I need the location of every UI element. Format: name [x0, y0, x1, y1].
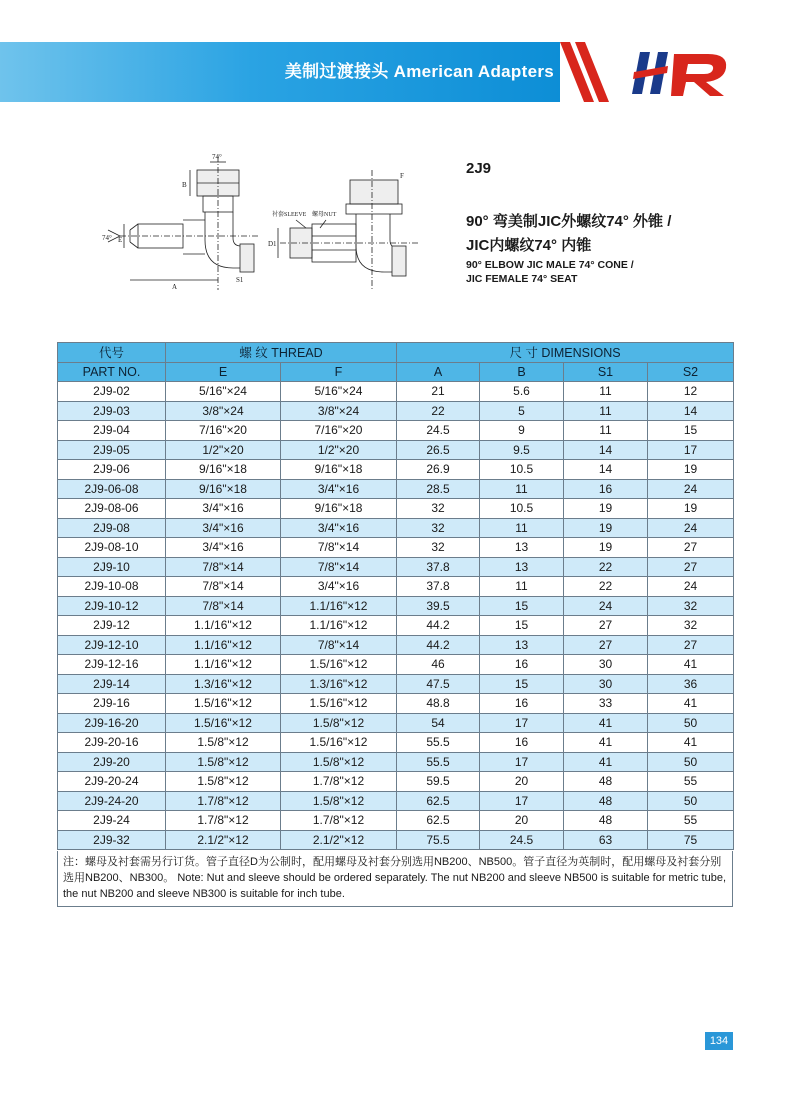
- cell-a: 55.5: [397, 733, 480, 753]
- cell-a: 44.2: [397, 616, 480, 636]
- cell-e: 7/16"×20: [166, 421, 281, 441]
- cell-e: 1.1/16"×12: [166, 635, 281, 655]
- cell-s1: 63: [564, 830, 648, 850]
- spec-table-body: [58, 382, 734, 850]
- cell-f: 1/2"×20: [281, 440, 397, 460]
- cell-s1: 48: [564, 791, 648, 811]
- cell-part-no: 2J9-24-20: [58, 791, 166, 811]
- cell-e: 1.5/16"×12: [166, 713, 281, 733]
- table-row: [58, 538, 734, 558]
- cell-s1: 41: [564, 713, 648, 733]
- header-part-no: PART NO.: [58, 362, 166, 382]
- cell-s2: 27: [648, 557, 734, 577]
- sleeve-label: 衬套SLEEVE: [272, 212, 307, 218]
- cell-s2: 75: [648, 830, 734, 850]
- cell-f: 5/16"×24: [281, 382, 397, 402]
- page-title: 美制过渡接头 American Adapters: [284, 62, 554, 81]
- header-col-s1: S1: [564, 362, 648, 382]
- cell-b: 15: [480, 674, 564, 694]
- cell-s2: 50: [648, 713, 734, 733]
- cell-s1: 11: [564, 382, 648, 402]
- table-row: [58, 596, 734, 616]
- cell-e: 9/16"×18: [166, 479, 281, 499]
- cell-e: 7/8"×14: [166, 557, 281, 577]
- cell-f: 1.5/8"×12: [281, 713, 397, 733]
- cell-a: 59.5: [397, 772, 480, 792]
- cell-a: 32: [397, 518, 480, 538]
- dim-angle-left-label: 74°: [102, 234, 112, 242]
- product-title-en-line2: JIC FEMALE 74° SEAT: [466, 273, 578, 285]
- cell-f: 1.5/16"×12: [281, 655, 397, 675]
- cell-e: 9/16"×18: [166, 460, 281, 480]
- cell-s2: 50: [648, 791, 734, 811]
- cell-e: 1.1/16"×12: [166, 616, 281, 636]
- cell-a: 37.8: [397, 577, 480, 597]
- cell-a: 54: [397, 713, 480, 733]
- table-row: [58, 830, 734, 850]
- cell-s1: 48: [564, 772, 648, 792]
- cell-b: 10.5: [480, 460, 564, 480]
- cell-s1: 19: [564, 538, 648, 558]
- cell-part-no: 2J9-32: [58, 830, 166, 850]
- cell-part-no: 2J9-03: [58, 401, 166, 421]
- table-row: [58, 460, 734, 480]
- cell-f: 3/4"×16: [281, 518, 397, 538]
- cell-b: 13: [480, 538, 564, 558]
- cell-f: 1.5/8"×12: [281, 791, 397, 811]
- cell-s2: 32: [648, 616, 734, 636]
- cell-b: 17: [480, 752, 564, 772]
- cell-part-no: 2J9-12-16: [58, 655, 166, 675]
- cell-part-no: 2J9-20-24: [58, 772, 166, 792]
- cell-f: 7/8"×14: [281, 538, 397, 558]
- cell-part-no: 2J9-16-20: [58, 713, 166, 733]
- cell-b: 13: [480, 557, 564, 577]
- cell-f: 3/4"×16: [281, 577, 397, 597]
- product-title-en-line1: 90° ELBOW JIC MALE 74° CONE /: [466, 259, 634, 271]
- cell-part-no: 2J9-20-16: [58, 733, 166, 753]
- product-title-cn: [466, 210, 786, 258]
- cell-s1: 22: [564, 577, 648, 597]
- cell-b: 24.5: [480, 830, 564, 850]
- cell-b: 20: [480, 772, 564, 792]
- cell-s2: 19: [648, 460, 734, 480]
- cell-f: 3/8"×24: [281, 401, 397, 421]
- cell-f: 2.1/2"×12: [281, 830, 397, 850]
- header-code-cn: 代号: [58, 343, 166, 363]
- cell-part-no: 2J9-20: [58, 752, 166, 772]
- table-row: [58, 499, 734, 519]
- table-row: [58, 694, 734, 714]
- cell-part-no: 2J9-12-10: [58, 635, 166, 655]
- cell-e: 2.1/2"×12: [166, 830, 281, 850]
- cell-s2: 32: [648, 596, 734, 616]
- cell-part-no: 2J9-08-10: [58, 538, 166, 558]
- cell-b: 20: [480, 811, 564, 831]
- cell-a: 47.5: [397, 674, 480, 694]
- cell-e: 1.3/16"×12: [166, 674, 281, 694]
- product-title-en: [466, 258, 786, 286]
- cell-e: 1.5/8"×12: [166, 733, 281, 753]
- cell-a: 32: [397, 538, 480, 558]
- cell-part-no: 2J9-08-06: [58, 499, 166, 519]
- cell-s1: 11: [564, 401, 648, 421]
- cell-b: 16: [480, 694, 564, 714]
- cell-s1: 22: [564, 557, 648, 577]
- cell-s2: 24: [648, 479, 734, 499]
- cell-s2: 50: [648, 752, 734, 772]
- cell-part-no: 2J9-10: [58, 557, 166, 577]
- cell-f: 7/16"×20: [281, 421, 397, 441]
- cell-b: 9: [480, 421, 564, 441]
- cell-e: 7/8"×14: [166, 577, 281, 597]
- brand-logo: [628, 42, 738, 102]
- table-row: [58, 401, 734, 421]
- cell-e: 1.7/8"×12: [166, 811, 281, 831]
- cell-part-no: 2J9-04: [58, 421, 166, 441]
- cell-s2: 17: [648, 440, 734, 460]
- cell-b: 16: [480, 733, 564, 753]
- cell-part-no: 2J9-08: [58, 518, 166, 538]
- cell-f: 1.1/16"×12: [281, 596, 397, 616]
- header-thread: 螺 纹 THREAD: [166, 343, 397, 363]
- cell-a: 46: [397, 655, 480, 675]
- cell-e: 3/4"×16: [166, 499, 281, 519]
- cell-part-no: 2J9-16: [58, 694, 166, 714]
- cell-a: 32: [397, 499, 480, 519]
- product-title-cn-line1: 90° 弯美制JIC外螺纹74° 外锥 /: [466, 213, 672, 230]
- table-row: [58, 811, 734, 831]
- cell-e: 1.5/16"×12: [166, 694, 281, 714]
- cell-s2: 14: [648, 401, 734, 421]
- cell-e: 1.5/8"×12: [166, 772, 281, 792]
- cell-f: 1.5/8"×12: [281, 752, 397, 772]
- cell-a: 75.5: [397, 830, 480, 850]
- table-row: [58, 791, 734, 811]
- banner-stripes: [560, 42, 610, 102]
- header-col-s2: S2: [648, 362, 734, 382]
- cell-f: 7/8"×14: [281, 557, 397, 577]
- cell-s2: 27: [648, 538, 734, 558]
- cell-a: 26.5: [397, 440, 480, 460]
- dim-a-label: A: [172, 283, 178, 291]
- cell-a: 26.9: [397, 460, 480, 480]
- dim-b-label: B: [182, 181, 187, 189]
- cell-s1: 27: [564, 635, 648, 655]
- cell-a: 21: [397, 382, 480, 402]
- cell-f: 9/16"×18: [281, 460, 397, 480]
- cell-s1: 19: [564, 499, 648, 519]
- cell-s1: 14: [564, 440, 648, 460]
- cell-s2: 27: [648, 635, 734, 655]
- cell-s2: 19: [648, 499, 734, 519]
- page-number: 134: [705, 1032, 733, 1050]
- product-code: 2J9: [466, 160, 492, 177]
- cell-a: 62.5: [397, 811, 480, 831]
- cell-b: 11: [480, 577, 564, 597]
- cell-f: 1.7/8"×12: [281, 811, 397, 831]
- cell-f: 1.3/16"×12: [281, 674, 397, 694]
- table-row: [58, 421, 734, 441]
- cell-e: 1.1/16"×12: [166, 655, 281, 675]
- cell-e: 1/2"×20: [166, 440, 281, 460]
- cell-s1: 11: [564, 421, 648, 441]
- cell-b: 17: [480, 791, 564, 811]
- cell-s1: 33: [564, 694, 648, 714]
- cell-part-no: 2J9-24: [58, 811, 166, 831]
- cell-f: 9/16"×18: [281, 499, 397, 519]
- cell-s1: 30: [564, 674, 648, 694]
- cell-a: 22: [397, 401, 480, 421]
- header-col-a: A: [397, 362, 480, 382]
- cell-s2: 15: [648, 421, 734, 441]
- cell-f: 1.1/16"×12: [281, 616, 397, 636]
- cell-b: 11: [480, 518, 564, 538]
- cell-part-no: 2J9-12: [58, 616, 166, 636]
- cell-b: 15: [480, 596, 564, 616]
- cell-f: 3/4"×16: [281, 479, 397, 499]
- table-row: [58, 655, 734, 675]
- table-row: [58, 518, 734, 538]
- table-row: [58, 616, 734, 636]
- cell-b: 5.6: [480, 382, 564, 402]
- cell-b: 10.5: [480, 499, 564, 519]
- elbow-female-drawing: [268, 170, 420, 290]
- table-row: [58, 733, 734, 753]
- cell-s2: 55: [648, 772, 734, 792]
- table-note: 注：螺母及衬套需另行订货。管子直径D为公制时，配用螺母及衬套分别选用NB200、NB500。管子直径为英制时，配用螺母及衬套分别选用NB200、NB300。 Note: Nut and sleeve should be ordered separately. The nut NB200 and sleeve NB500 is suitable for metric tube, the nut NB200 and sleeve NB300 is suitable for inch tube.: [57, 851, 733, 907]
- cell-part-no: 2J9-14: [58, 674, 166, 694]
- cell-a: 28.5: [397, 479, 480, 499]
- cell-part-no: 2J9-10-12: [58, 596, 166, 616]
- cell-s1: 14: [564, 460, 648, 480]
- cell-b: 15: [480, 616, 564, 636]
- cell-b: 17: [480, 713, 564, 733]
- cell-a: 62.5: [397, 791, 480, 811]
- cell-s1: 16: [564, 479, 648, 499]
- cell-s2: 24: [648, 518, 734, 538]
- cell-s1: 30: [564, 655, 648, 675]
- cell-b: 16: [480, 655, 564, 675]
- header-banner: [0, 42, 800, 102]
- table-row: [58, 752, 734, 772]
- cell-f: 1.5/16"×12: [281, 694, 397, 714]
- table-row: [58, 674, 734, 694]
- table-row: [58, 635, 734, 655]
- dim-e-label: E: [118, 236, 123, 244]
- table-row: [58, 479, 734, 499]
- dim-angle-top-label: 74°: [212, 153, 222, 161]
- cell-f: 1.7/8"×12: [281, 772, 397, 792]
- cell-a: 37.8: [397, 557, 480, 577]
- cell-s1: 19: [564, 518, 648, 538]
- cell-s2: 41: [648, 733, 734, 753]
- cell-e: 3/4"×16: [166, 518, 281, 538]
- cell-b: 11: [480, 479, 564, 499]
- cell-s2: 41: [648, 694, 734, 714]
- cell-s2: 41: [648, 655, 734, 675]
- cell-e: 3/8"×24: [166, 401, 281, 421]
- cell-e: 7/8"×14: [166, 596, 281, 616]
- table-row: [58, 382, 734, 402]
- cell-e: 5/16"×24: [166, 382, 281, 402]
- cell-part-no: 2J9-05: [58, 440, 166, 460]
- cell-s2: 12: [648, 382, 734, 402]
- cell-a: 48.8: [397, 694, 480, 714]
- cell-b: 9.5: [480, 440, 564, 460]
- table-row: [58, 577, 734, 597]
- cell-s2: 36: [648, 674, 734, 694]
- cell-a: 44.2: [397, 635, 480, 655]
- cell-s1: 24: [564, 596, 648, 616]
- table-row: [58, 440, 734, 460]
- cell-b: 13: [480, 635, 564, 655]
- dim-d1-label: D1: [268, 240, 277, 248]
- header-col-e: E: [166, 362, 281, 382]
- cell-s1: 41: [564, 752, 648, 772]
- table-row: [58, 772, 734, 792]
- table-row: [58, 557, 734, 577]
- header-dimensions: 尺 寸 DIMENSIONS: [397, 343, 734, 363]
- cell-f: 7/8"×14: [281, 635, 397, 655]
- dim-s1-label: S1: [236, 276, 244, 284]
- cell-b: 5: [480, 401, 564, 421]
- cell-s1: 41: [564, 733, 648, 753]
- cell-s1: 48: [564, 811, 648, 831]
- fitting-drawing: [100, 150, 430, 295]
- dim-f-label: F: [400, 172, 404, 180]
- table-row: [58, 713, 734, 733]
- cell-s2: 24: [648, 577, 734, 597]
- cell-a: 39.5: [397, 596, 480, 616]
- elbow-male-drawing: [102, 153, 260, 291]
- nut-label: 螺母NUT: [312, 212, 337, 218]
- header-col-f: F: [281, 362, 397, 382]
- spec-table: [57, 342, 734, 850]
- header-col-b: B: [480, 362, 564, 382]
- cell-part-no: 2J9-06: [58, 460, 166, 480]
- cell-part-no: 2J9-10-08: [58, 577, 166, 597]
- cell-f: 1.5/16"×12: [281, 733, 397, 753]
- cell-a: 24.5: [397, 421, 480, 441]
- cell-e: 3/4"×16: [166, 538, 281, 558]
- cell-part-no: 2J9-06-08: [58, 479, 166, 499]
- cell-part-no: 2J9-02: [58, 382, 166, 402]
- cell-e: 1.7/8"×12: [166, 791, 281, 811]
- cell-e: 1.5/8"×12: [166, 752, 281, 772]
- cell-s2: 55: [648, 811, 734, 831]
- cell-a: 55.5: [397, 752, 480, 772]
- cell-s1: 27: [564, 616, 648, 636]
- product-title-cn-line2: JIC内螺纹74° 内锥: [466, 237, 592, 254]
